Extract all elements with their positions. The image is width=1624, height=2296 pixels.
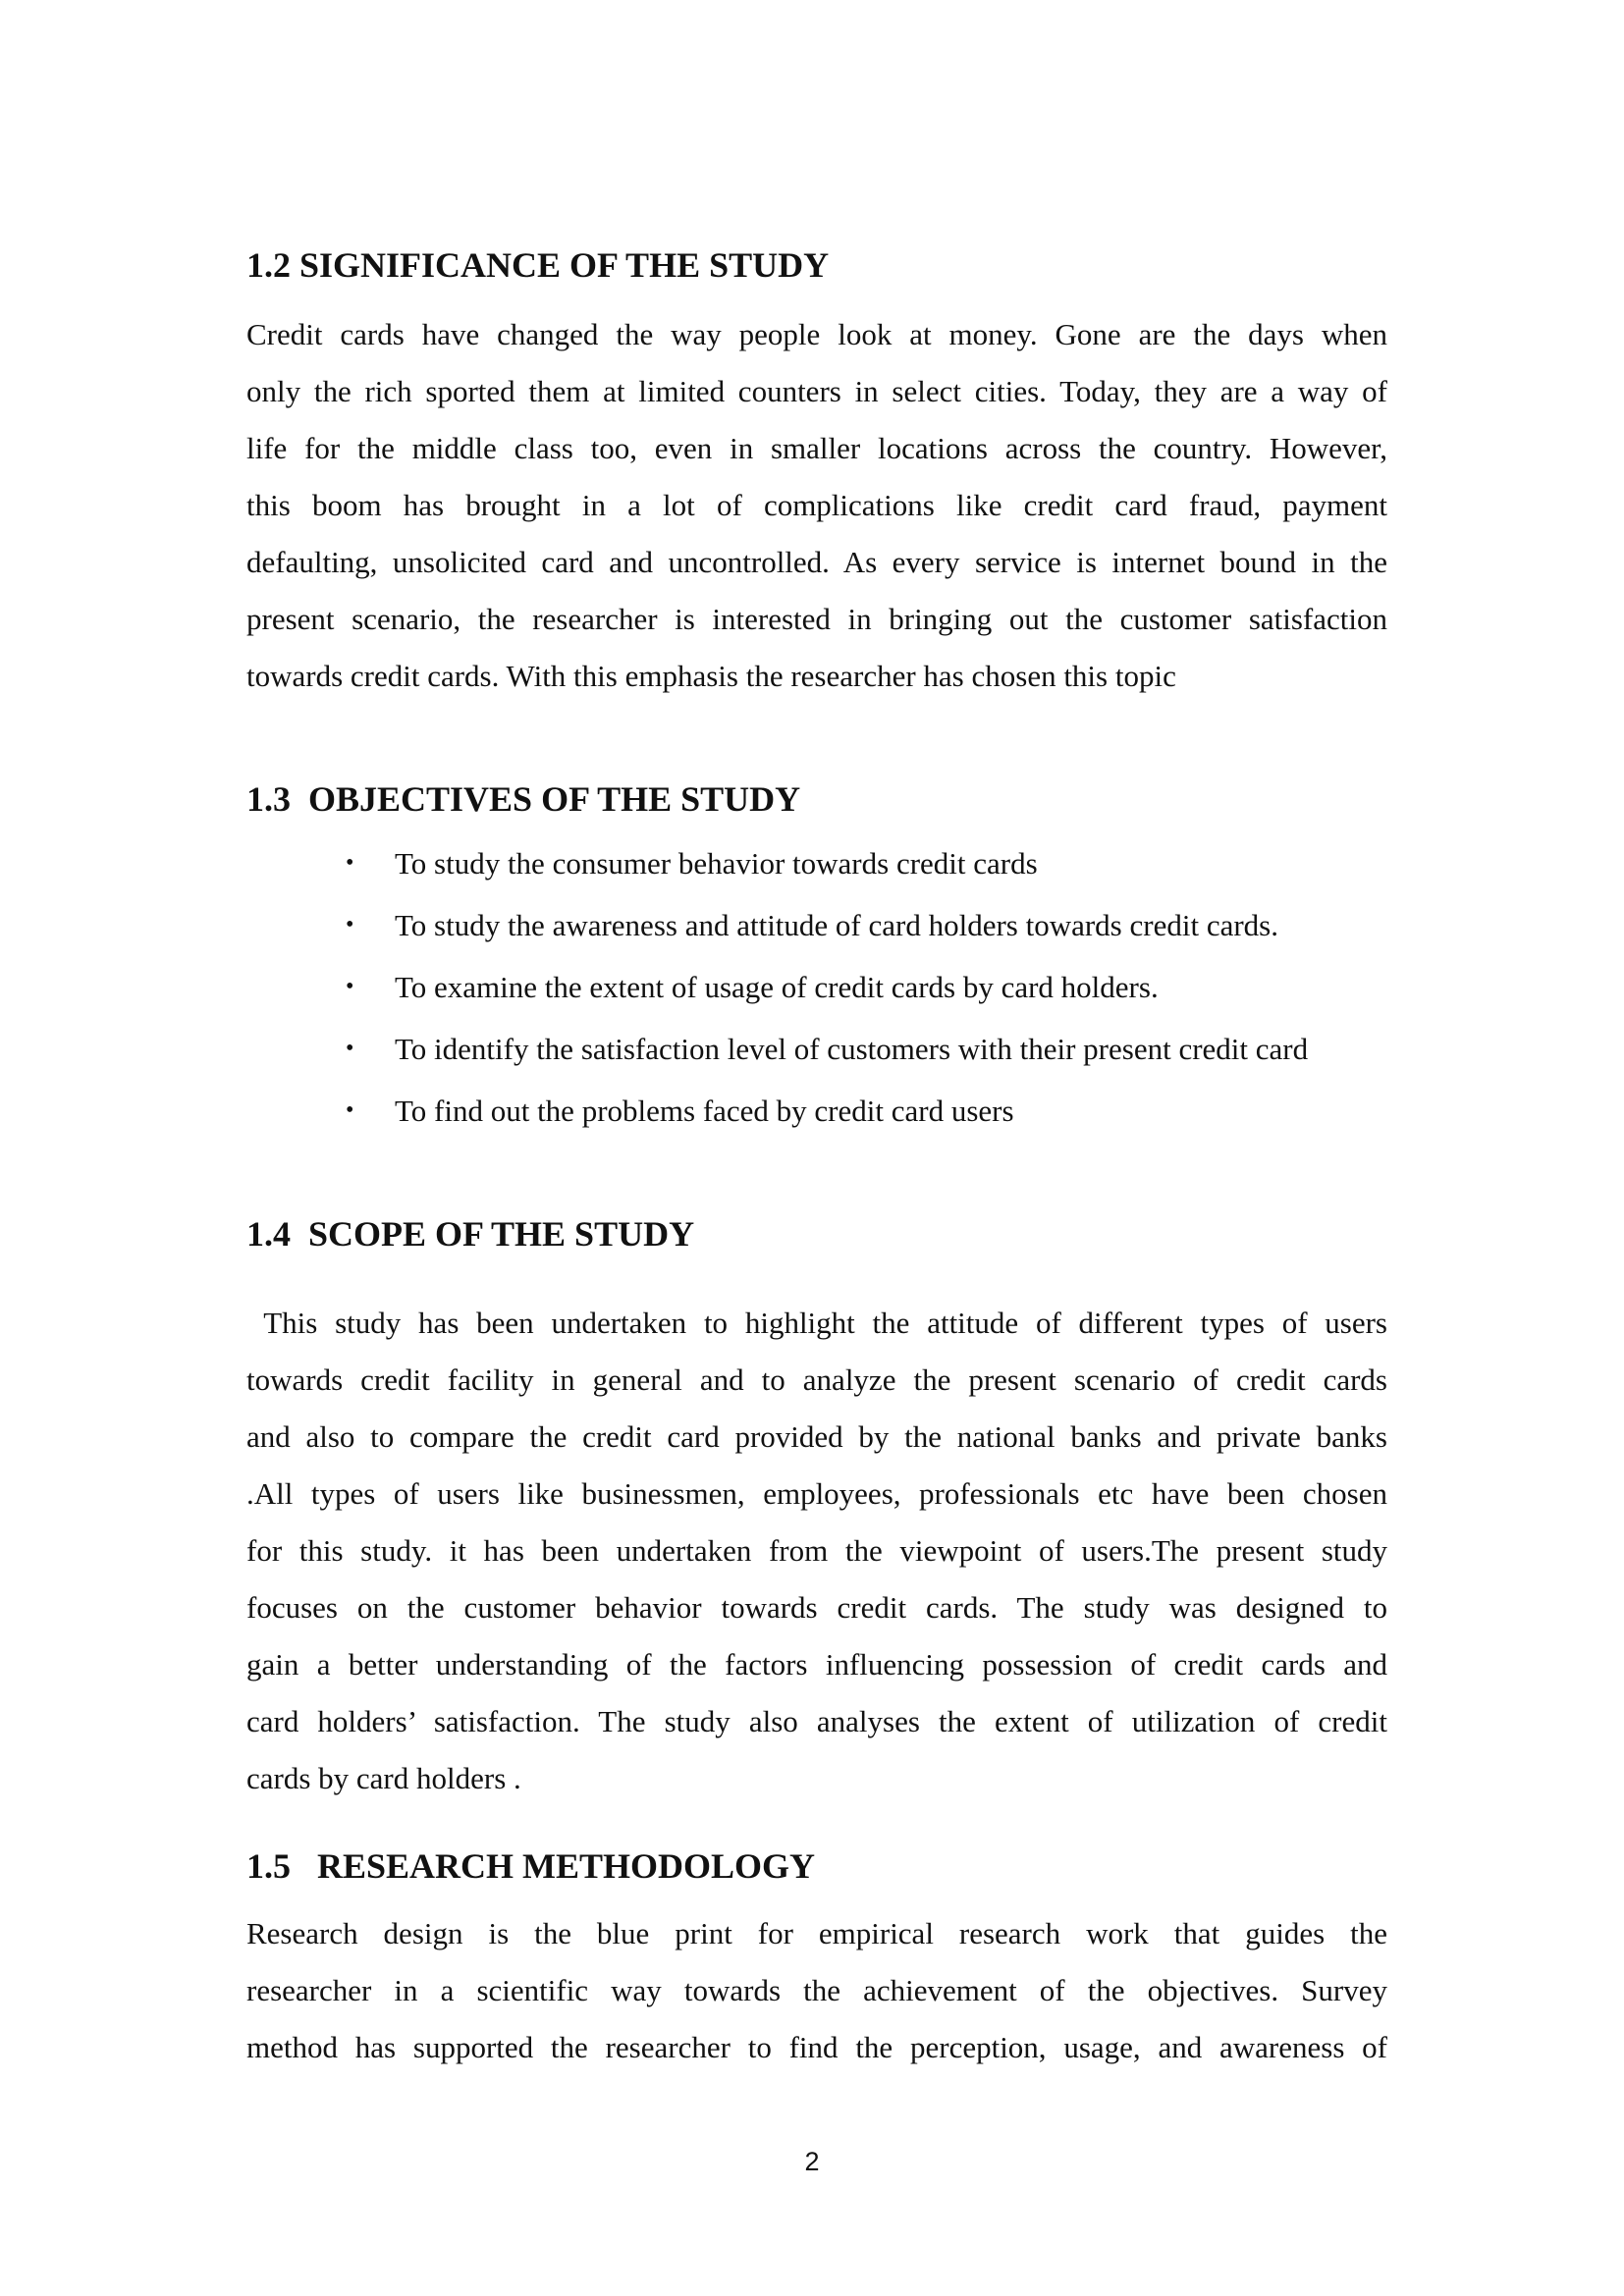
paragraph-line: gain a better understanding of the factors influencing possession of credit cards and [246, 1647, 1387, 1682]
section-title-scope: 1.4 SCOPE OF THE STUDY [246, 1214, 695, 1254]
paragraph-line: only the rich sported them at limited counters in select cities. Today, they are a way of [246, 374, 1387, 408]
objective-text: To study the consumer behavior towards credit cards [395, 846, 1038, 881]
objective-text: To study the awareness and attitude of card holders towards credit cards. [395, 908, 1278, 942]
section-title-significance: 1.2 SIGNIFICANCE OF THE STUDY [246, 245, 830, 285]
paragraph-line: .All types of users like businessmen, employees, professionals etc have been chosen [246, 1476, 1387, 1511]
paragraph-line: Credit cards have changed the way people look at money. Gone are the days when [246, 317, 1387, 351]
paragraph-line: This study has been undertaken to highlight the attitude of different types of users [246, 1306, 1387, 1340]
bullet-icon: • [346, 850, 354, 876]
paragraph-line: researcher in a scientific way towards the achievement of the objectives. Survey [246, 1973, 1387, 2007]
paragraph-line: Research design is the blue print for empirical research work that guides the [246, 1916, 1387, 1950]
paragraph-line: life for the middle class too, even in smaller locations across the country. However, [246, 431, 1387, 465]
list-item [246, 1080, 1387, 1142]
objectives-list [246, 832, 1387, 1142]
list-item [246, 894, 1387, 956]
list-item [246, 1018, 1387, 1080]
paragraph-line: cards by card holders . [246, 1761, 521, 1795]
objective-text: To find out the problems faced by credit card users [395, 1094, 1014, 1128]
bullet-icon: • [346, 912, 354, 937]
bullet-icon: • [346, 974, 354, 999]
bullet-icon: • [346, 1097, 354, 1123]
paragraph-line: for this study. it has been undertaken from the viewpoint of users.The present study [246, 1533, 1387, 1568]
section-title-objectives: 1.3 OBJECTIVES OF THE STUDY [246, 779, 801, 819]
paragraph-line: towards credit cards. With this emphasis the researcher has chosen this topic [246, 659, 1176, 693]
section-title-methodology: 1.5 RESEARCH METHODOLOGY [246, 1846, 816, 1886]
paragraph-line: towards credit facility in general and to analyze the present scenario of credit cards [246, 1362, 1387, 1397]
page-number: 2 [804, 2147, 820, 2176]
paragraph-line: focuses on the customer behavior towards credit cards. The study was designed to [246, 1590, 1387, 1625]
paragraph-line: defaulting, unsolicited card and uncontrolled. As every service is internet bound in the [246, 545, 1387, 579]
paragraph-line: present scenario, the researcher is interested in bringing out the customer satisfaction [246, 602, 1387, 636]
paragraph-line: method has supported the researcher to find the perception, usage, and awareness of [246, 2030, 1387, 2064]
significance-paragraph [246, 306, 1387, 705]
objective-text: To identify the satisfaction level of customers with their present credit card [395, 1032, 1309, 1066]
paragraph-line: and also to compare the credit card provided by the national banks and private banks [246, 1419, 1387, 1454]
methodology-paragraph [246, 1905, 1387, 2076]
paragraph-line: card holders’ satisfaction. The study also analyses the extent of utilization of credit [246, 1704, 1387, 1738]
objective-text: To examine the extent of usage of credit cards by card holders. [395, 970, 1159, 1004]
scope-paragraph [246, 1295, 1387, 1807]
list-item [246, 832, 1387, 894]
paragraph-line: this boom has brought in a lot of complications like credit card fraud, payment [246, 488, 1387, 522]
list-item [246, 956, 1387, 1018]
bullet-icon: • [346, 1036, 354, 1061]
